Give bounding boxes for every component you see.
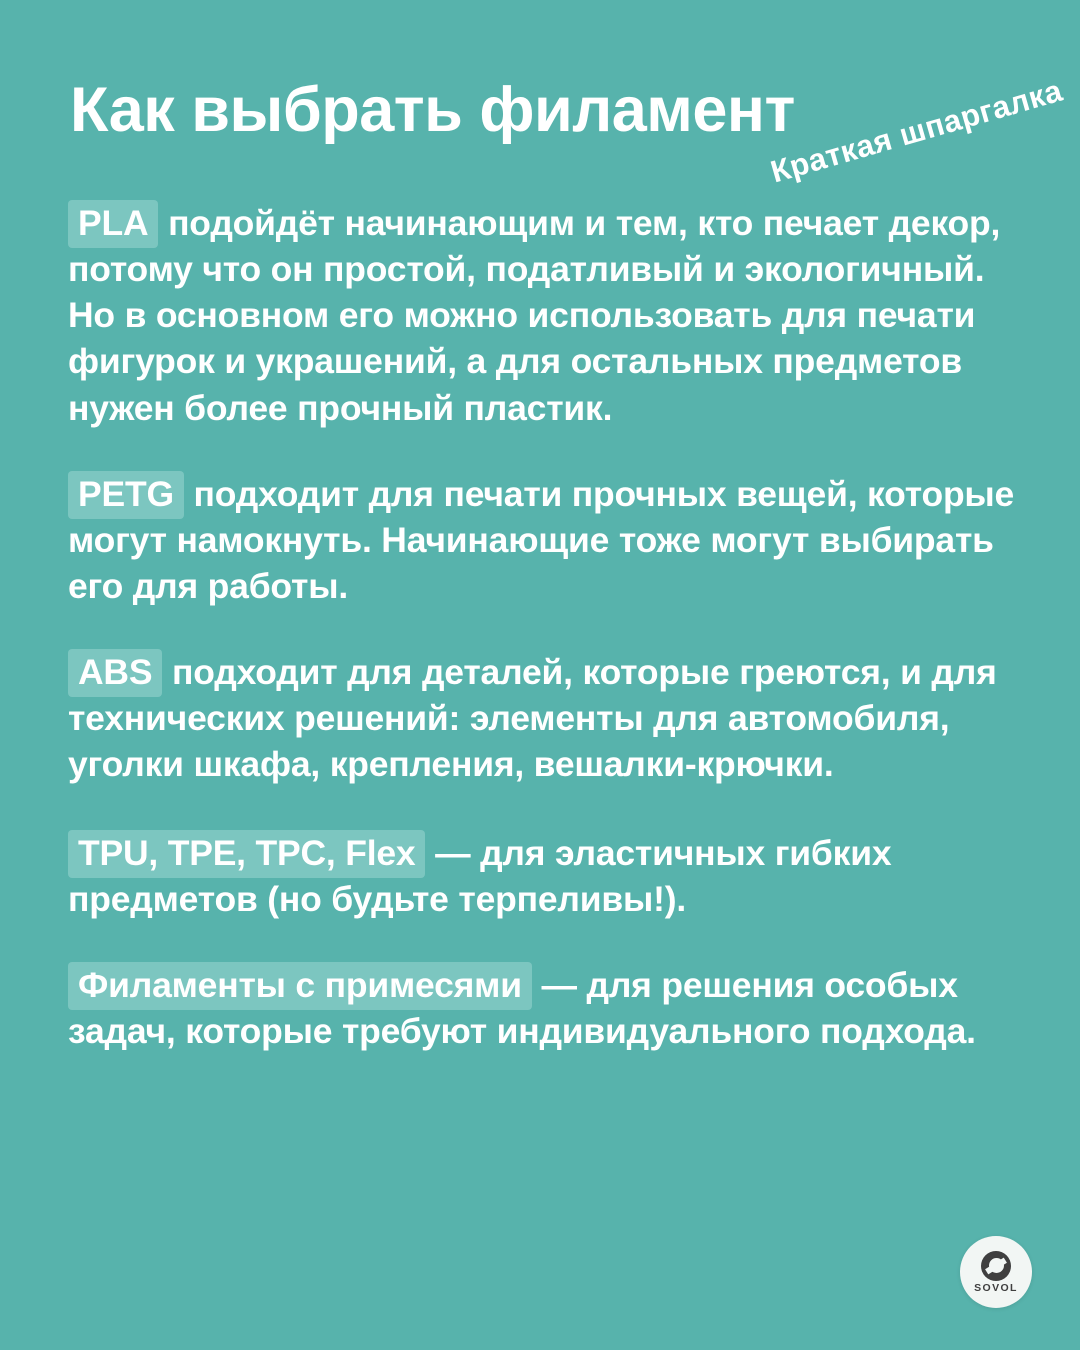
list-item [68,830,1020,922]
filament-description: — для эластичных гибких предметов (но будьте терпеливы!). [68,832,892,919]
brand-logo [960,1236,1032,1308]
brand-name: SOVOL [974,1281,1018,1294]
filament-description: подходит для печати прочных вещей, которые могут намокнуть. Начинающие тоже могут выбирать его для работы. [68,473,1015,606]
filament-description: — для решения особых задач, которые требуют индивидуального подхода. [68,964,976,1051]
list-item [68,471,1020,609]
corner-ribbon-label: Краткая шпаргалка [767,72,1067,190]
filament-tag: PETG [68,471,184,519]
filament-tag: TPU, TPE, TPC, Flex [68,830,425,878]
filament-tag: Филаменты с примесями [68,962,532,1010]
filament-tag: ABS [68,649,162,697]
filament-tag: PLA [68,200,158,248]
list-item [68,649,1020,787]
page-title: Как выбрать филамент [70,75,795,145]
sovol-mark-icon [981,1251,1011,1281]
filament-description: подойдёт начинающим и тем, кто печает декор, потому что он простой, податливый и экологичный. Но в основном его можно использовать для печати фигурок и украшений, а для остальных предметов нужен более прочный пластик. [68,203,1001,428]
filament-description: подходит для деталей, которые греются, и для технических решений: элементы для автомобиля, уголки шкафа, крепления, вешалки-крючки. [68,652,997,785]
filament-list [68,200,1020,1054]
list-item [68,200,1020,431]
list-item [68,962,1020,1054]
